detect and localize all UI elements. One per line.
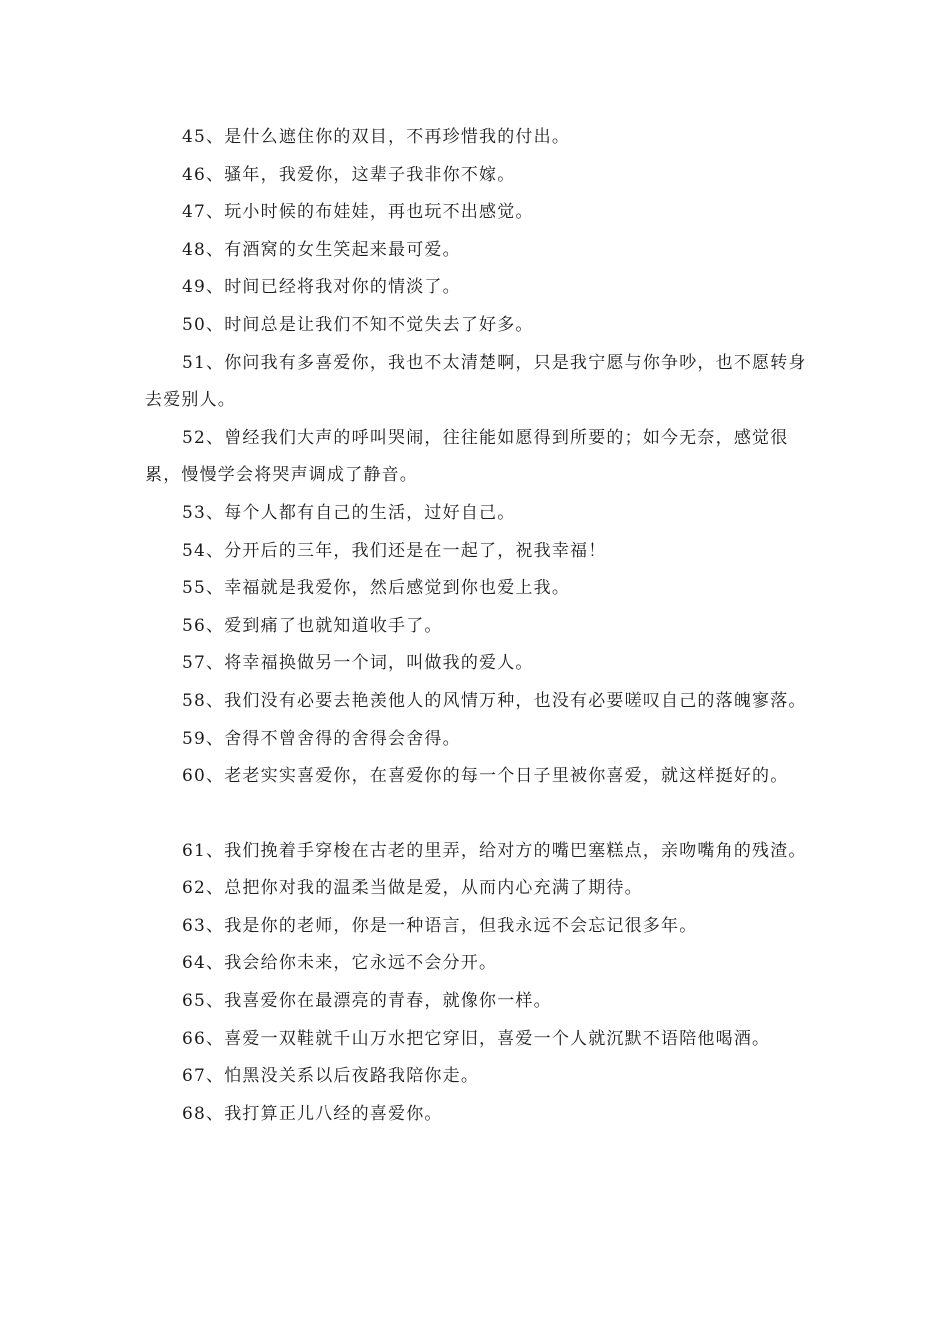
paragraph-48: 48、有酒窝的女生笑起来最可爱。 xyxy=(182,239,461,260)
paragraph-47: 47、玩小时候的布娃娃，再也玩不出感觉。 xyxy=(182,202,534,223)
paragraph-66: 66、喜爱一双鞋就千山万水把它穿旧，喜爱一个人就沉默不语陪他喝酒。 xyxy=(182,1028,771,1049)
document-body xyxy=(145,119,810,1133)
paragraph-58: 58、我们没有必要去艳羡他人的风情万种，也没有必要嗟叹自己的落魄寥落。 xyxy=(182,690,807,711)
paragraph-53: 53、每个人都有自己的生活，过好自己。 xyxy=(182,502,516,523)
paragraph-46: 46、骚年，我爱你，这辈子我非你不嫁。 xyxy=(182,164,516,185)
paragraph-54: 54、分开后的三年，我们还是在一起了，祝我幸福！ xyxy=(182,540,607,561)
paragraph-50: 50、时间总是让我们不知不觉失去了好多。 xyxy=(182,314,534,335)
paragraph-65: 65、我喜爱你在最漂亮的青春，就像你一样。 xyxy=(182,991,552,1012)
paragraph-63: 63、我是你的老师，你是一种语言，但我永远不会忘记很多年。 xyxy=(182,915,698,936)
paragraph-60: 60、老老实实喜爱你，在喜爱你的每一个日子里被你喜爱，就这样挺好的。 xyxy=(182,766,789,787)
paragraph-62: 62、总把你对我的温柔当做是爱，从而内心充满了期待。 xyxy=(182,878,643,899)
paragraph-55: 55、幸福就是我爱你，然后感觉到你也爱上我。 xyxy=(182,578,571,599)
paragraph-59: 59、舍得不曾舍得的舍得会舍得。 xyxy=(182,728,461,749)
paragraph-51: 51、你问我有多喜爱你，我也不太清楚啊，只是我宁愿与你争吵，也不愿转身去爱别人。 xyxy=(145,352,807,411)
section-gap xyxy=(145,796,810,833)
paragraph-57: 57、将幸福换做另一个词，叫做我的爱人。 xyxy=(182,653,534,674)
paragraph-45: 45、是什么遮住你的双目，不再珍惜我的付出。 xyxy=(182,127,571,147)
paragraph-61: 61、我们挽着手穿梭在古老的里弄，给对方的嘴巴塞糕点，亲吻嘴角的残渣。 xyxy=(182,840,807,861)
paragraph-64: 64、我会给你未来，它永远不会分开。 xyxy=(182,953,498,974)
paragraph-49: 49、时间已经将我对你的情淡了。 xyxy=(182,277,461,298)
paragraph-52: 52、曾经我们大声的呼叫哭闹，往往能如愿得到所要的；如今无奈，感觉很累，慢慢学会将哭声调成了静音。 xyxy=(145,427,789,486)
paragraph-68: 68、我打算正儿八经的喜爱你。 xyxy=(182,1103,443,1124)
paragraph-56: 56、爱到痛了也就知道收手了。 xyxy=(182,615,443,636)
paragraph-67: 67、怕黑没关系以后夜路我陪你走。 xyxy=(182,1066,480,1087)
